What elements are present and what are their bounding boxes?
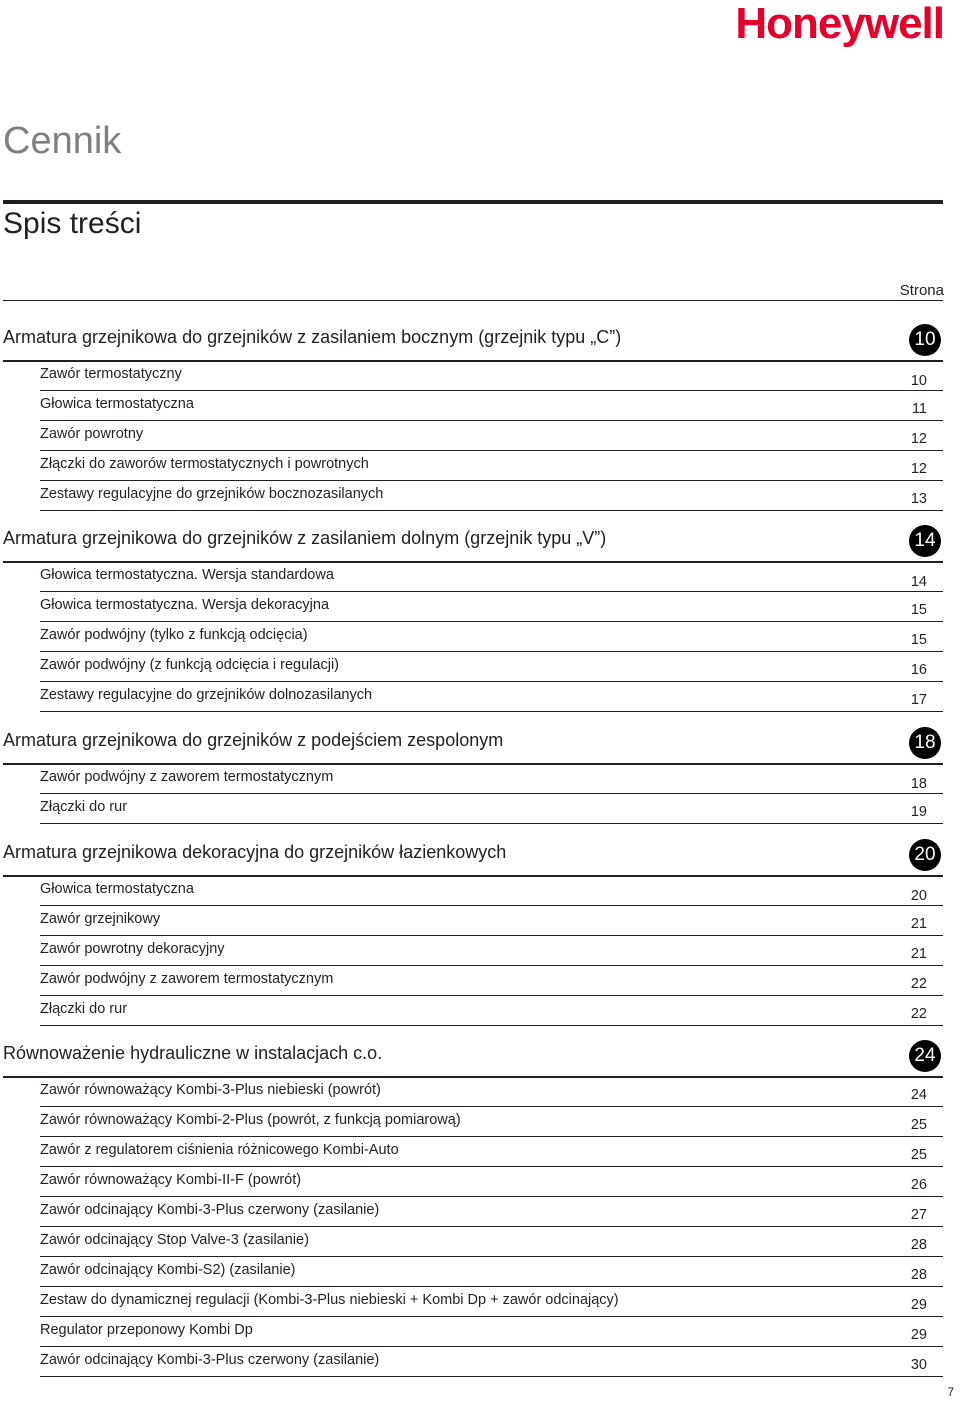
toc-item[interactable] xyxy=(40,682,943,712)
item-label: Zawór termostatyczny xyxy=(40,366,182,382)
item-page: 11 xyxy=(911,401,927,417)
item-page: 15 xyxy=(910,602,927,618)
item-page: 17 xyxy=(910,692,927,708)
item-page: 29 xyxy=(910,1327,927,1343)
item-page: 21 xyxy=(910,946,927,962)
toc-section-3[interactable] xyxy=(3,727,943,757)
toc-item[interactable] xyxy=(40,1347,943,1377)
item-page: 21 xyxy=(910,916,927,932)
item-label: Złączki do zaworów termostatycznych i powrotnych xyxy=(40,456,369,472)
item-page: 18 xyxy=(910,776,927,792)
toc-item[interactable] xyxy=(40,652,943,682)
item-page: 25 xyxy=(910,1117,927,1133)
item-label: Zawór równoważący Kombi-II-F (powrót) xyxy=(40,1172,302,1188)
honeywell-logo: Honeywell xyxy=(735,0,944,48)
toc-item[interactable] xyxy=(40,1227,943,1257)
toc-item[interactable] xyxy=(40,1197,943,1227)
item-page: 14 xyxy=(910,574,927,590)
section-page-badge: 10 xyxy=(909,324,941,356)
toc-item[interactable] xyxy=(40,1167,943,1197)
toc-item[interactable] xyxy=(40,1107,943,1137)
toc-section-4[interactable] xyxy=(3,839,943,869)
item-page: 10 xyxy=(910,373,927,389)
item-label: Głowica termostatyczna xyxy=(40,881,194,897)
item-label: Regulator przeponowy Kombi Dp xyxy=(40,1322,253,1338)
footer-page-number: 7 xyxy=(947,1385,954,1399)
item-label: Głowica termostatyczna. Wersja standardowa xyxy=(40,567,334,583)
item-page: 16 xyxy=(910,662,927,678)
toc-item[interactable] xyxy=(40,1077,943,1107)
toc-section-2[interactable] xyxy=(3,525,943,555)
toc-item[interactable] xyxy=(40,451,943,481)
header-divider xyxy=(3,300,943,301)
item-page: 28 xyxy=(910,1237,927,1253)
section-page-badge: 20 xyxy=(909,839,941,871)
toc-item[interactable] xyxy=(40,794,943,824)
item-page: 30 xyxy=(910,1357,927,1373)
item-label: Złączki do rur xyxy=(40,1001,128,1017)
toc-item[interactable] xyxy=(40,996,943,1026)
toc-item[interactable] xyxy=(40,1137,943,1167)
toc-item[interactable] xyxy=(40,966,943,996)
toc-item[interactable] xyxy=(40,1287,943,1317)
document-title: Cennik xyxy=(3,120,122,162)
item-label: Zawór podwójny (tylko z funkcją odcięcia) xyxy=(40,627,308,643)
item-page: 26 xyxy=(910,1177,927,1193)
item-label: Zawór odcinający Kombi-3-Plus czerwony (zasilanie) xyxy=(40,1352,380,1368)
item-page: 12 xyxy=(910,431,927,447)
toc-section-1[interactable] xyxy=(3,324,943,354)
item-label: Zawór grzejnikowy xyxy=(40,911,161,927)
section-page-badge: 14 xyxy=(909,525,941,557)
toc-item[interactable] xyxy=(40,876,943,906)
item-label: Złączki do rur xyxy=(40,799,128,815)
item-label: Zawór podwójny z zaworem termostatycznym xyxy=(40,769,334,785)
item-label: Zawór powrotny dekoracyjny xyxy=(40,941,225,957)
item-label: Głowica termostatyczna. Wersja dekoracyjna xyxy=(40,597,330,613)
toc-item[interactable] xyxy=(40,562,943,592)
toc-title: Spis treści xyxy=(3,207,142,240)
item-label: Zawór odcinający Kombi-S2) (zasilanie) xyxy=(40,1262,296,1278)
item-label: Zawór powrotny xyxy=(40,426,144,442)
toc-item[interactable] xyxy=(40,906,943,936)
item-page: 29 xyxy=(910,1297,927,1313)
toc-item[interactable] xyxy=(40,1317,943,1347)
item-label: Zestawy regulacyjne do grzejników bocznozasilanych xyxy=(40,486,384,502)
item-label: Zawór podwójny (z funkcją odcięcia i regulacji) xyxy=(40,657,339,673)
item-label: Zawór równoważący Kombi-3-Plus niebieski (powrót) xyxy=(40,1082,381,1098)
item-label: Zawór z regulatorem ciśnienia różnicowego Kombi-Auto xyxy=(40,1142,399,1158)
page-column-header: Strona xyxy=(899,282,944,299)
item-page: 28 xyxy=(910,1267,927,1283)
item-page: 22 xyxy=(910,1006,927,1022)
item-page: 12 xyxy=(910,461,927,477)
toc-item[interactable] xyxy=(40,361,943,391)
toc-item[interactable] xyxy=(40,764,943,794)
toc-item[interactable] xyxy=(40,1257,943,1287)
title-divider xyxy=(3,200,943,204)
item-page: 27 xyxy=(910,1207,927,1223)
item-page: 13 xyxy=(910,491,927,507)
item-label: Zawór odcinający Kombi-3-Plus czerwony (zasilanie) xyxy=(40,1202,380,1218)
section-title: Armatura grzejnikowa do grzejników z zasilaniem bocznym (grzejnik typu „C”) xyxy=(3,327,622,347)
item-label: Zestaw do dynamicznej regulacji (Kombi-3-Plus niebieski + Kombi Dp + zawór odcinający) xyxy=(40,1292,619,1308)
item-page: 15 xyxy=(910,632,927,648)
toc-item[interactable] xyxy=(40,936,943,966)
toc-item[interactable] xyxy=(40,592,943,622)
item-page: 20 xyxy=(910,888,927,904)
item-page: 24 xyxy=(910,1087,927,1103)
toc-item[interactable] xyxy=(40,622,943,652)
toc-section-5[interactable] xyxy=(3,1040,943,1070)
section-title: Armatura grzejnikowa dekoracyjna do grzejników łazienkowych xyxy=(3,842,507,862)
item-label: Zestawy regulacyjne do grzejników dolnozasilanych xyxy=(40,687,373,703)
section-page-badge: 24 xyxy=(909,1040,941,1072)
section-page-badge: 18 xyxy=(909,727,941,759)
section-title: Armatura grzejnikowa do grzejników z podejściem zespolonym xyxy=(3,730,504,750)
item-page: 25 xyxy=(910,1147,927,1163)
toc-item[interactable] xyxy=(40,421,943,451)
item-page: 22 xyxy=(910,976,927,992)
item-label: Zawór równoważący Kombi-2-Plus (powrót, z funkcją pomiarową) xyxy=(40,1112,461,1128)
item-label: Zawór podwójny z zaworem termostatycznym xyxy=(40,971,334,987)
item-label: Zawór odcinający Stop Valve-3 (zasilanie) xyxy=(40,1232,309,1248)
toc-item[interactable] xyxy=(40,481,943,511)
section-title: Armatura grzejnikowa do grzejników z zasilaniem dolnym (grzejnik typu „V”) xyxy=(3,528,607,548)
section-title: Równoważenie hydrauliczne w instalacjach c.o. xyxy=(3,1043,383,1063)
toc-item[interactable] xyxy=(40,391,943,421)
item-page: 19 xyxy=(910,804,927,820)
item-label: Głowica termostatyczna xyxy=(40,396,194,412)
